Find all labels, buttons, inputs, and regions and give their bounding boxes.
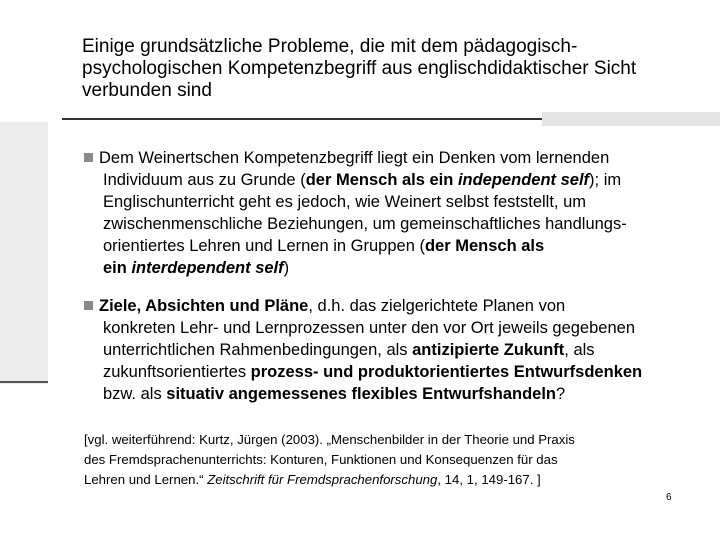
bullet-text: bzw. als: [103, 385, 167, 403]
bullet-text: , als: [564, 341, 595, 359]
bullet-emphasis: ein: [103, 259, 132, 277]
bullet-text: Individuum aus zu Grunde (: [103, 171, 306, 189]
title-line: psychologischen Kompetenzbegriff aus englischdidaktischer Sicht: [82, 58, 637, 79]
bullet-emphasis: Ziele, Absichten und Pläne: [99, 297, 309, 315]
bullet-text: orientiertes Lehren und Lernen in Gruppen (: [103, 237, 425, 255]
bullet-text: , d.h. das zielgerichtete Planen von: [308, 297, 566, 315]
reference-line: des Fremdsprachenunterrichts: Konturen, Funktionen und Konsequenzen für das: [84, 452, 558, 467]
title-line: verbunden sind: [82, 80, 212, 101]
reference-line: [vgl. weiterführend: Kurtz, Jürgen (2003). „Menschenbilder in der Theorie und Praxis: [84, 432, 575, 447]
bullet-emphasis-italic: independent self: [457, 171, 590, 189]
bullet-weinert: [84, 147, 704, 279]
bullet-emphasis: antizipierte Zukunft: [412, 341, 565, 359]
bullet-text: ?: [556, 385, 566, 403]
title-line: Einige grundsätzliche Probleme, die mit dem pädagogisch-: [82, 36, 578, 57]
bullet-text: Dem Weinertschen Kompetenzbegriff liegt ein Denken vom lernenden: [99, 149, 610, 167]
title-accent-block: [542, 112, 720, 126]
bullet-text: ): [283, 259, 290, 277]
reference-line: Lehren und Lernen.“: [84, 472, 208, 487]
bullet-ziele: [84, 295, 704, 405]
bullet-emphasis: situativ angemessenes flexibles Entwurfshandeln: [166, 385, 556, 403]
bullet-text: zukunftsorientiertes: [103, 363, 251, 381]
bullet-square-icon: [84, 153, 93, 162]
journal-title: Zeitschrift für Fremdsprachenforschung: [207, 472, 438, 487]
bullet-text: ); im: [589, 171, 622, 189]
reference-note: [84, 430, 704, 490]
left-accent-bar: [0, 122, 48, 384]
slide-title: [82, 36, 702, 102]
left-accent-line: [0, 381, 48, 383]
reference-line: , 14, 1, 149-167. ]: [437, 472, 541, 487]
title-rule: [62, 118, 542, 120]
bullet-emphasis: der Mensch als: [424, 237, 545, 255]
bullet-emphasis: prozess- und produktorientiertes Entwurfsdenken: [250, 363, 643, 381]
page-number: 6: [666, 492, 672, 503]
bullet-text: unterrichtlichen Rahmenbedingungen, als: [103, 341, 413, 359]
bullet-square-icon: [84, 301, 93, 310]
bullet-text: zwischenmenschliche Beziehungen, um gemeinschaftliches handlungs-: [103, 215, 627, 233]
bullet-emphasis: der Mensch als ein: [305, 171, 458, 189]
bullet-text: Englischunterricht geht es jedoch, wie Weinert selbst feststellt, um: [103, 193, 587, 211]
bullet-emphasis-italic: interdependent self: [131, 259, 284, 277]
bullet-text: konkreten Lehr- und Lernprozessen unter den vor Ort jeweils gegebenen: [103, 319, 635, 337]
